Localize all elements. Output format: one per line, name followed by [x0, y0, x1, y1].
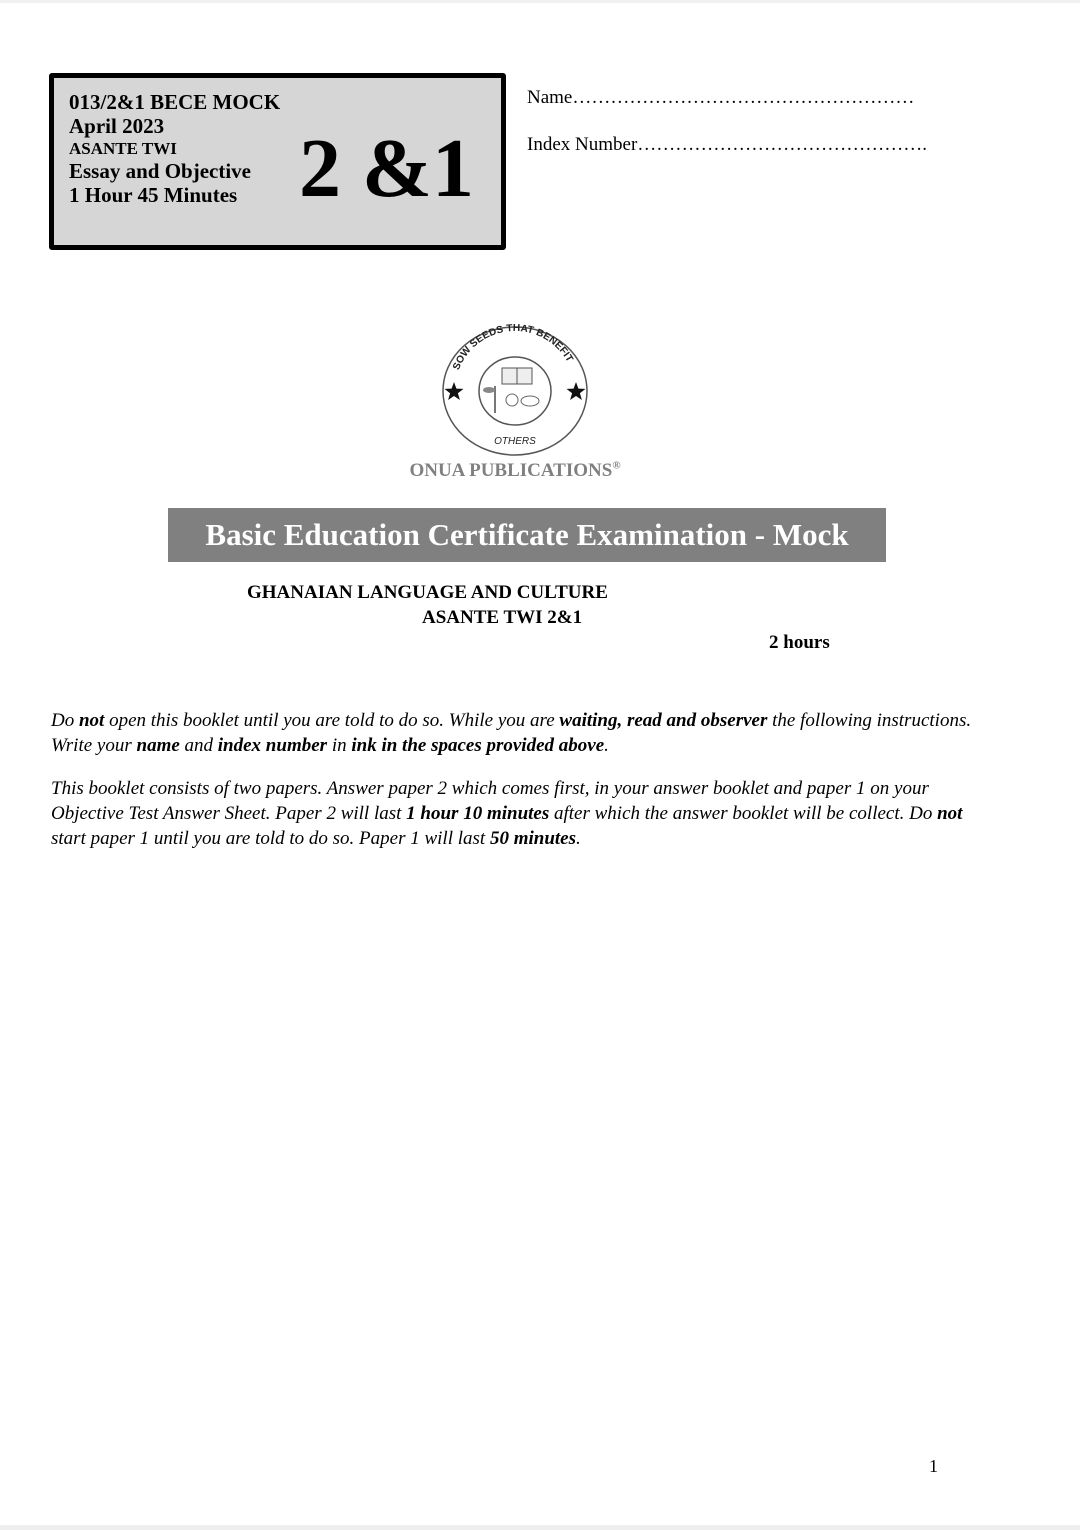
- star-icon: [445, 382, 464, 400]
- index-number-field: Index Number……………………………………….: [527, 134, 928, 155]
- exam-info-box: [49, 73, 506, 250]
- publisher-logo: [440, 318, 590, 458]
- instructions-paragraph-1: Do not open this booklet until you are told to do so. While you are waiting, read and observer the following instructions. Write your name and index number in ink in the spaces provided above.: [51, 710, 972, 756]
- viewer-top-edge: [0, 0, 1080, 3]
- paper-heading: ASANTE TWI 2&1: [422, 607, 583, 628]
- logo-motto-top: SOW SEEDS THAT BENEFIT: [451, 322, 575, 372]
- name-field: Name………………………………………………: [527, 87, 915, 108]
- exam-duration: 1 Hour 45 Minutes: [69, 183, 238, 207]
- page-number: 1: [929, 1456, 938, 1476]
- time-allowed: 2 hours: [769, 632, 830, 653]
- publisher-name: ONUA PUBLICATIONS®: [409, 459, 621, 481]
- subject-heading: GHANAIAN LANGUAGE AND CULTURE: [247, 582, 608, 603]
- star-icon: [567, 382, 586, 400]
- instructions-paragraph-2: This booklet consists of two papers. Answer paper 2 which comes first, in your answer booklet and paper 1 on your Objective Test Answer Sheet. Paper 2 will last 1 hour 10 minutes after which the answer booklet will be collect. Do not start paper 1 until you are told to do so. Paper 1 will last 50 minutes.: [51, 778, 963, 849]
- logo-motto-bottom: OTHERS: [494, 436, 536, 447]
- exam-banner: Basic Education Certificate Examination - Mock: [168, 508, 886, 562]
- exam-code: 013/2&1 BECE MOCK: [69, 90, 281, 114]
- viewer-bottom-edge: [0, 1525, 1080, 1530]
- exam-type: Essay and Objective: [69, 159, 252, 183]
- exam-date: April 2023: [69, 114, 165, 138]
- exam-subject: ASANTE TWI: [69, 139, 177, 158]
- paper-number: 2 &1: [299, 122, 474, 215]
